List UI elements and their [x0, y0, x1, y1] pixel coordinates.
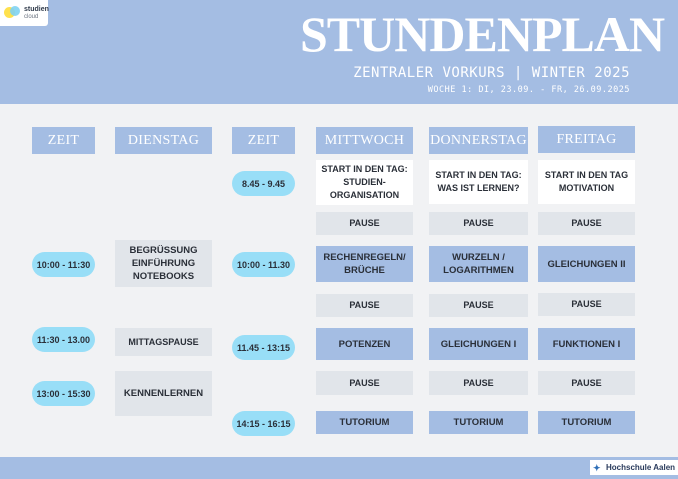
col-header-dienstag: DIENSTAG [115, 127, 212, 154]
donnerstag-session: WURZELN / LOGARITHMEN [429, 246, 528, 282]
freitag-pause: PAUSE [538, 293, 635, 316]
page-title: STUNDENPLAN [300, 6, 665, 62]
time-pill: 13:00 - 15:30 [32, 381, 95, 406]
donnerstag-session: GLEICHUNGEN I [429, 328, 528, 360]
freitag-pause: PAUSE [538, 212, 635, 235]
mittwoch-session: START IN DEN TAG: STUDIEN- ORGANISATION [316, 160, 413, 205]
time-pill: 8.45 - 9.45 [232, 171, 295, 196]
mittwoch-session: POTENZEN [316, 328, 413, 360]
freitag-session: FUNKTIONEN I [538, 328, 635, 360]
mittwoch-pause: PAUSE [316, 212, 413, 235]
dienstag-session: MITTAGSPAUSE [115, 328, 212, 356]
col-header-freitag: FREITAG [538, 126, 635, 153]
logo-line2: cloud [24, 14, 39, 20]
dienstag-session: BEGRÜSSUNG EINFÜHRUNG NOTEBOOKS [115, 240, 212, 287]
mittwoch-session: RECHENREGELN/ BRÜCHE [316, 246, 413, 282]
wave-icon: ✦ [593, 462, 601, 473]
col-header-mittwoch: MITTWOCH [316, 127, 413, 154]
freitag-session: TUTORIUM [538, 411, 635, 434]
col-header-zeit-1: ZEIT [32, 127, 95, 154]
logo-line1: studien [24, 6, 49, 13]
freitag-session: GLEICHUNGEN II [538, 246, 635, 282]
time-pill: 11.45 - 13:15 [232, 335, 295, 360]
brand-label: Hochschule Aalen [606, 463, 676, 472]
mittwoch-pause: PAUSE [316, 371, 413, 395]
freitag-pause: PAUSE [538, 371, 635, 395]
donnerstag-pause: PAUSE [429, 371, 528, 395]
dienstag-session: KENNENLERNEN [115, 371, 212, 416]
mittwoch-session: TUTORIUM [316, 411, 413, 434]
col-header-zeit-2: ZEIT [232, 127, 295, 154]
freitag-session: START IN DEN TAG MOTIVATION [538, 160, 635, 204]
time-pill: 11:30 - 13.00 [32, 327, 95, 352]
time-pill: 10:00 - 11:30 [32, 252, 95, 277]
studiencloud-logo [0, 0, 48, 26]
hochschule-aalen-logo [590, 460, 678, 475]
time-pill: 10:00 - 11.30 [232, 252, 295, 277]
week-range: WOCHE 1: DI, 23.09. - FR, 26.09.2025 [427, 85, 630, 95]
donnerstag-pause: PAUSE [429, 294, 528, 317]
mittwoch-pause: PAUSE [316, 294, 413, 317]
col-header-donnerstag: DONNERSTAG [429, 127, 528, 154]
donnerstag-session: START IN DEN TAG: WAS IST LERNEN? [429, 160, 528, 204]
donnerstag-pause: PAUSE [429, 212, 528, 235]
footer-banner [0, 457, 678, 479]
donnerstag-session: TUTORIUM [429, 411, 528, 434]
time-pill: 14:15 - 16:15 [232, 411, 295, 436]
logo-cloud-icon [10, 6, 20, 16]
page-subtitle: ZENTRALER VORKURS | WINTER 2025 [353, 65, 630, 81]
